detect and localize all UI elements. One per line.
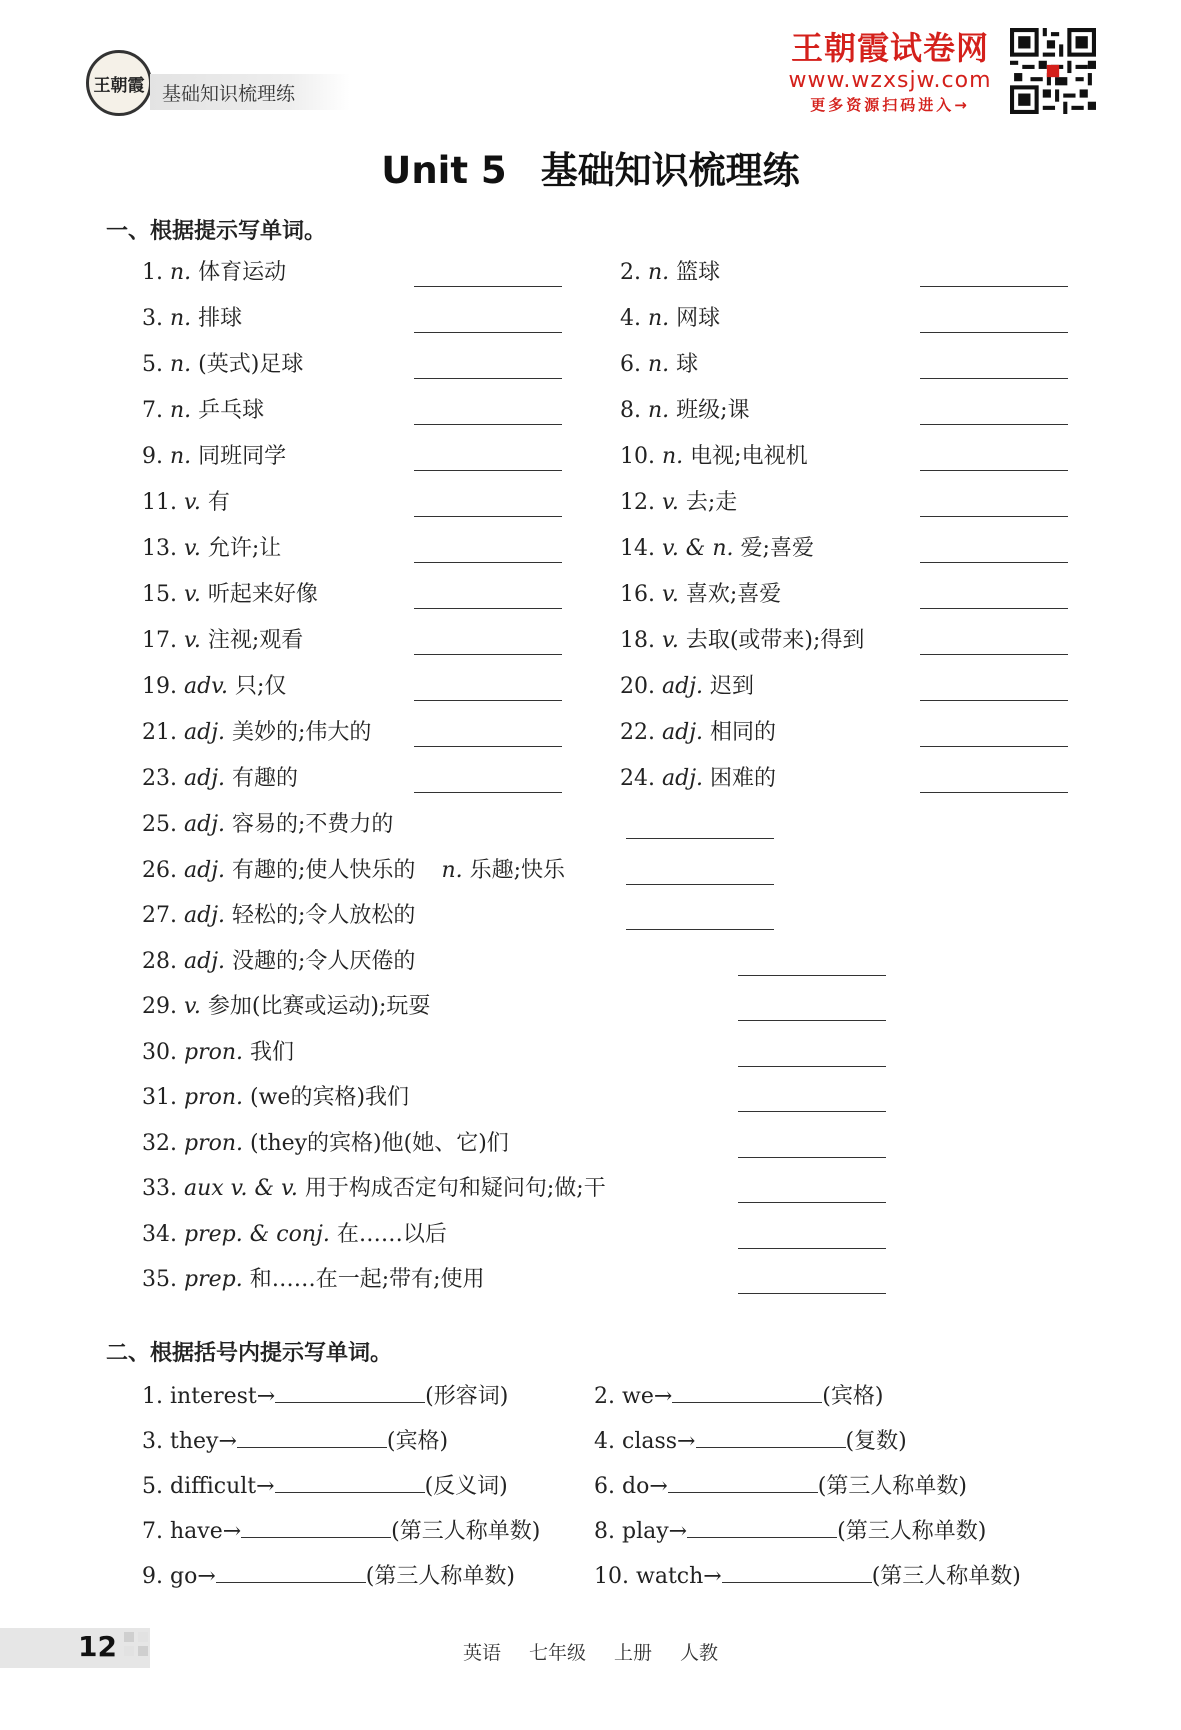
part-of-speech: adj. (184, 857, 226, 883)
item-meaning-2: 乐趣;快乐 (469, 857, 566, 883)
answer-blank[interactable] (241, 1515, 391, 1538)
part-of-speech: pron. (184, 1130, 244, 1156)
word-form-item (594, 1380, 883, 1412)
part-of-speech: n. (170, 260, 192, 285)
answer-blank[interactable] (722, 1560, 872, 1583)
part-of-speech: v. (184, 994, 201, 1019)
part-of-speech: n. (648, 352, 670, 377)
item-number: 16. (620, 582, 655, 607)
item-meaning: 排球 (198, 306, 243, 331)
item-number: 18. (620, 628, 655, 653)
item-number: 20. (620, 674, 655, 699)
word-prompt-item (620, 534, 814, 564)
part-of-speech: v. (662, 582, 679, 607)
base-word: difficult→ (170, 1474, 275, 1499)
item-number: 15. (142, 582, 177, 607)
unit-label: Unit 5 (381, 149, 507, 192)
item-meaning: 美妙的;伟大的 (232, 720, 372, 745)
page-title (0, 140, 1181, 194)
word-prompt-item (620, 764, 776, 794)
word-prompt-item (142, 1129, 509, 1159)
item-number: 32. (142, 1130, 177, 1156)
item-number: 13. (142, 536, 177, 561)
item-meaning: 球 (676, 352, 699, 377)
part-of-speech: adj. (184, 948, 226, 974)
footer-subject: 英语 (462, 1642, 501, 1664)
item-meaning: 我们 (250, 1039, 295, 1065)
base-word: play→ (622, 1519, 688, 1544)
answer-blank[interactable] (696, 1425, 846, 1448)
header-tab-label: 基础知识梳理练 (162, 82, 296, 105)
answer-blank[interactable] (414, 424, 562, 425)
item-meaning: (英式)足球 (198, 352, 304, 377)
item-number: 4. (594, 1429, 615, 1454)
item-meaning: 班级;课 (676, 398, 750, 423)
item-meaning: 有趣的;使人快乐的 (232, 857, 416, 883)
part-of-speech: adv. (184, 674, 229, 699)
part-of-speech: n. (648, 398, 670, 423)
part-of-speech: adj. (184, 812, 226, 837)
part-of-speech: adj. (184, 720, 226, 745)
word-form-item (594, 1470, 967, 1502)
part-of-speech: pron. (184, 1039, 244, 1065)
word-prompt-item (142, 488, 230, 518)
answer-blank[interactable] (414, 562, 562, 563)
item-meaning: 相同的 (710, 720, 777, 745)
answer-blank[interactable] (414, 332, 562, 333)
item-number: 10. (620, 444, 655, 469)
word-prompt-item (142, 992, 430, 1022)
publisher-logo (86, 50, 152, 116)
item-meaning: 困难的 (710, 766, 777, 791)
item-number: 7. (142, 398, 163, 423)
item-number: 34. (142, 1221, 177, 1247)
word-prompt-item (142, 1083, 409, 1113)
answer-blank[interactable] (626, 884, 774, 885)
item-number: 31. (142, 1085, 177, 1110)
item-number: 17. (142, 628, 177, 653)
item-meaning: 容易的;不费力的 (232, 812, 394, 837)
answer-blank[interactable] (738, 1020, 886, 1021)
word-prompt-item (620, 304, 720, 334)
item-meaning: (we的宾格)我们 (250, 1085, 410, 1110)
item-meaning: 用于构成否定句和疑问句;做;干 (304, 1176, 606, 1201)
form-hint: (第三人称单数) (365, 1564, 515, 1589)
word-prompt-item (142, 1174, 606, 1204)
item-number: 14. (620, 536, 655, 561)
word-prompt-item (142, 1038, 294, 1068)
word-prompt-item (142, 304, 242, 334)
item-number: 2. (620, 260, 641, 285)
item-number: 27. (142, 903, 177, 928)
item-number: 8. (620, 398, 641, 423)
word-form-item (142, 1470, 508, 1502)
item-number: 3. (142, 306, 163, 331)
title-subtitle: 基础知识梳理练 (540, 149, 800, 192)
answer-blank[interactable] (414, 792, 562, 793)
part-of-speech: v. (662, 628, 679, 653)
answer-blank[interactable] (920, 562, 1068, 563)
answer-blank[interactable] (275, 1470, 425, 1493)
answer-blank[interactable] (414, 700, 562, 701)
word-prompt-item (620, 442, 808, 472)
part-of-speech: adj. (662, 766, 704, 791)
base-word: go→ (170, 1564, 216, 1589)
item-number: 35. (142, 1267, 177, 1292)
part-of-speech: v. (184, 582, 201, 607)
footer-info (0, 1638, 1181, 1665)
word-prompt-item (142, 534, 281, 564)
section2-heading: 二、根据括号内提示写单词。 (106, 1341, 393, 1366)
word-prompt-item (620, 718, 776, 748)
word-form-item (142, 1560, 515, 1592)
item-number: 1. (142, 1384, 163, 1409)
brand-block (770, 28, 1010, 116)
item-number: 30. (142, 1039, 177, 1065)
answer-blank[interactable] (920, 654, 1068, 655)
section1-heading: 一、根据提示写单词。 (106, 219, 327, 244)
word-prompt-item (620, 396, 750, 426)
item-meaning: 迟到 (710, 674, 755, 699)
word-prompt-item (142, 764, 298, 794)
word-prompt-item (142, 810, 393, 840)
item-number: 28. (142, 948, 177, 974)
item-meaning: 有趣的 (232, 766, 299, 791)
item-number: 1. (142, 260, 163, 285)
part-of-speech: adj. (662, 674, 704, 699)
word-prompt-item (142, 580, 318, 610)
footer-edition: 人教 (680, 1642, 719, 1664)
word-prompt-item (142, 1220, 447, 1250)
item-meaning: 篮球 (676, 260, 721, 285)
form-hint: (复数) (845, 1429, 907, 1454)
answer-blank[interactable] (738, 1202, 886, 1203)
part-of-speech: n. (170, 398, 192, 423)
form-hint: (反义词) (424, 1474, 508, 1499)
answer-blank[interactable] (738, 1157, 886, 1158)
answer-blank[interactable] (738, 1293, 886, 1294)
part-of-speech: n. (170, 444, 192, 469)
word-form-item (594, 1515, 986, 1547)
item-number: 7. (142, 1519, 163, 1544)
word-form-item (142, 1425, 448, 1457)
item-number: 9. (142, 444, 163, 469)
item-number: 4. (620, 306, 641, 331)
word-prompt-item (620, 672, 754, 702)
word-prompt-item (142, 1265, 485, 1295)
item-number: 8. (594, 1519, 615, 1544)
part-of-speech: n. (648, 260, 670, 285)
base-word: watch→ (636, 1564, 722, 1589)
item-meaning: 和……在一起;带有;使用 (249, 1267, 485, 1292)
answer-blank[interactable] (414, 286, 562, 287)
part-of-speech-2: n. (441, 857, 463, 883)
word-prompt-item (142, 442, 286, 472)
base-word: class→ (622, 1429, 696, 1454)
item-number: 5. (142, 1474, 163, 1499)
word-prompt-item (142, 947, 415, 977)
item-number: 25. (142, 812, 177, 837)
item-number: 6. (620, 352, 641, 377)
answer-blank[interactable] (738, 1111, 886, 1112)
word-prompt-item (142, 901, 415, 931)
item-number: 2. (594, 1384, 615, 1409)
word-prompt-item (620, 350, 698, 380)
qr-code-icon[interactable] (1010, 28, 1096, 114)
item-meaning: 注视;观看 (207, 628, 304, 653)
logo-text: 王朝霞 (93, 75, 145, 96)
part-of-speech: prep. & conj. (184, 1221, 330, 1247)
item-number: 6. (594, 1474, 615, 1499)
part-of-speech: pron. (184, 1085, 244, 1110)
answer-blank[interactable] (920, 700, 1068, 701)
item-number: 19. (142, 674, 177, 699)
base-word: do→ (622, 1474, 668, 1499)
part-of-speech: aux v. & v. (184, 1176, 298, 1201)
answer-blank[interactable] (275, 1380, 425, 1403)
answer-blank[interactable] (920, 470, 1068, 471)
answer-blank[interactable] (668, 1470, 818, 1493)
item-meaning: 乒乓球 (198, 398, 265, 423)
part-of-speech: n. (170, 352, 192, 377)
answer-blank[interactable] (920, 792, 1068, 793)
item-number: 26. (142, 857, 177, 883)
word-prompt-item (142, 258, 286, 288)
word-prompt-item (620, 488, 737, 518)
base-word: have→ (170, 1519, 242, 1544)
answer-blank[interactable] (687, 1515, 837, 1538)
answer-blank[interactable] (626, 838, 774, 839)
answer-blank[interactable] (920, 286, 1068, 287)
answer-blank[interactable] (626, 929, 774, 930)
answer-blank[interactable] (920, 746, 1068, 747)
item-number: 12. (620, 490, 655, 515)
base-word: they→ (170, 1429, 237, 1454)
word-prompt-item (620, 258, 720, 288)
brand-name: 王朝霞试卷网 (790, 29, 989, 67)
part-of-speech: adj. (184, 903, 226, 928)
item-meaning: 去取(或带来);得到 (685, 628, 865, 653)
form-hint: (宾格) (386, 1429, 449, 1454)
base-word: we→ (622, 1384, 673, 1409)
form-hint: (第三人称单数) (837, 1519, 987, 1544)
footer-grade: 七年级 (528, 1642, 586, 1664)
word-form-item (594, 1425, 907, 1457)
item-meaning: 只;仅 (235, 674, 287, 699)
answer-blank[interactable] (920, 332, 1068, 333)
item-number: 29. (142, 994, 177, 1019)
part-of-speech: n. (648, 306, 670, 331)
item-number: 9. (142, 1564, 163, 1589)
item-meaning: 在……以后 (336, 1221, 447, 1247)
header-tab (150, 74, 350, 110)
item-meaning: 电视;电视机 (690, 444, 808, 469)
item-meaning: 喜欢;喜爱 (685, 582, 782, 607)
item-meaning: 轻松的;令人放松的 (232, 903, 416, 928)
answer-blank[interactable] (414, 746, 562, 747)
part-of-speech: v. (662, 490, 679, 515)
word-prompt-item (142, 626, 303, 656)
item-meaning: 体育运动 (198, 260, 287, 285)
item-meaning: 听起来好像 (207, 582, 318, 607)
form-hint: (第三人称单数) (871, 1564, 1021, 1589)
word-form-item (142, 1515, 540, 1547)
answer-blank[interactable] (920, 424, 1068, 425)
part-of-speech: prep. (184, 1267, 243, 1292)
answer-blank[interactable] (738, 975, 886, 976)
word-form-item (142, 1380, 508, 1412)
item-meaning: 爱;喜爱 (740, 536, 814, 561)
form-hint: (第三人称单数) (817, 1474, 967, 1499)
item-meaning: 有 (207, 490, 230, 515)
part-of-speech: v. (184, 490, 201, 515)
word-prompt-item (142, 856, 565, 886)
item-number: 3. (142, 1429, 163, 1454)
word-form-item (594, 1560, 1021, 1592)
item-meaning: 网球 (676, 306, 721, 331)
item-meaning: 没趣的;令人厌倦的 (232, 948, 416, 974)
word-prompt-item (142, 350, 303, 380)
word-prompt-item (142, 396, 264, 426)
part-of-speech: v. (184, 536, 201, 561)
answer-blank[interactable] (237, 1425, 387, 1448)
answer-blank[interactable] (738, 1248, 886, 1249)
item-number: 10. (594, 1564, 629, 1589)
answer-blank[interactable] (414, 378, 562, 379)
word-prompt-item (142, 672, 286, 702)
part-of-speech: adj. (184, 766, 226, 791)
part-of-speech: n. (662, 444, 684, 469)
answer-blank[interactable] (414, 654, 562, 655)
answer-blank[interactable] (414, 470, 562, 471)
item-number: 22. (620, 720, 655, 745)
answer-blank[interactable] (414, 608, 562, 609)
item-number: 11. (142, 490, 177, 515)
base-word: interest→ (170, 1384, 276, 1409)
part-of-speech: v. & n. (662, 536, 734, 561)
form-hint: (宾格) (822, 1384, 884, 1409)
answer-blank[interactable] (738, 1066, 886, 1067)
item-number: 33. (142, 1176, 177, 1201)
word-prompt-item (142, 718, 371, 748)
part-of-speech: adj. (662, 720, 704, 745)
page-number: 12 (78, 1630, 117, 1663)
form-hint: (第三人称单数) (391, 1519, 541, 1544)
answer-blank[interactable] (216, 1560, 366, 1583)
item-number: 23. (142, 766, 177, 791)
form-hint: (形容词) (425, 1384, 509, 1409)
part-of-speech: v. (184, 628, 201, 653)
part-of-speech: n. (170, 306, 192, 331)
word-prompt-item (620, 626, 864, 656)
answer-blank[interactable] (920, 516, 1068, 517)
footer-volume: 上册 (614, 1642, 653, 1664)
answer-blank[interactable] (920, 378, 1068, 379)
item-number: 5. (142, 352, 163, 377)
answer-blank[interactable] (414, 516, 562, 517)
answer-blank[interactable] (920, 608, 1068, 609)
word-prompt-item (620, 580, 781, 610)
item-meaning: 参加(比赛或运动);玩耍 (207, 994, 431, 1019)
item-meaning: 允许;让 (207, 536, 282, 561)
brand-tagline: 更多资源扫码进入→ (810, 96, 970, 114)
item-meaning: 去;走 (685, 490, 738, 515)
brand-url[interactable]: www.wzxsjw.com (788, 68, 992, 93)
item-meaning: (they的宾格)他(她、它)们 (250, 1130, 509, 1156)
item-meaning: 同班同学 (198, 444, 287, 469)
item-number: 21. (142, 720, 177, 745)
answer-blank[interactable] (672, 1380, 822, 1403)
item-number: 24. (620, 766, 655, 791)
